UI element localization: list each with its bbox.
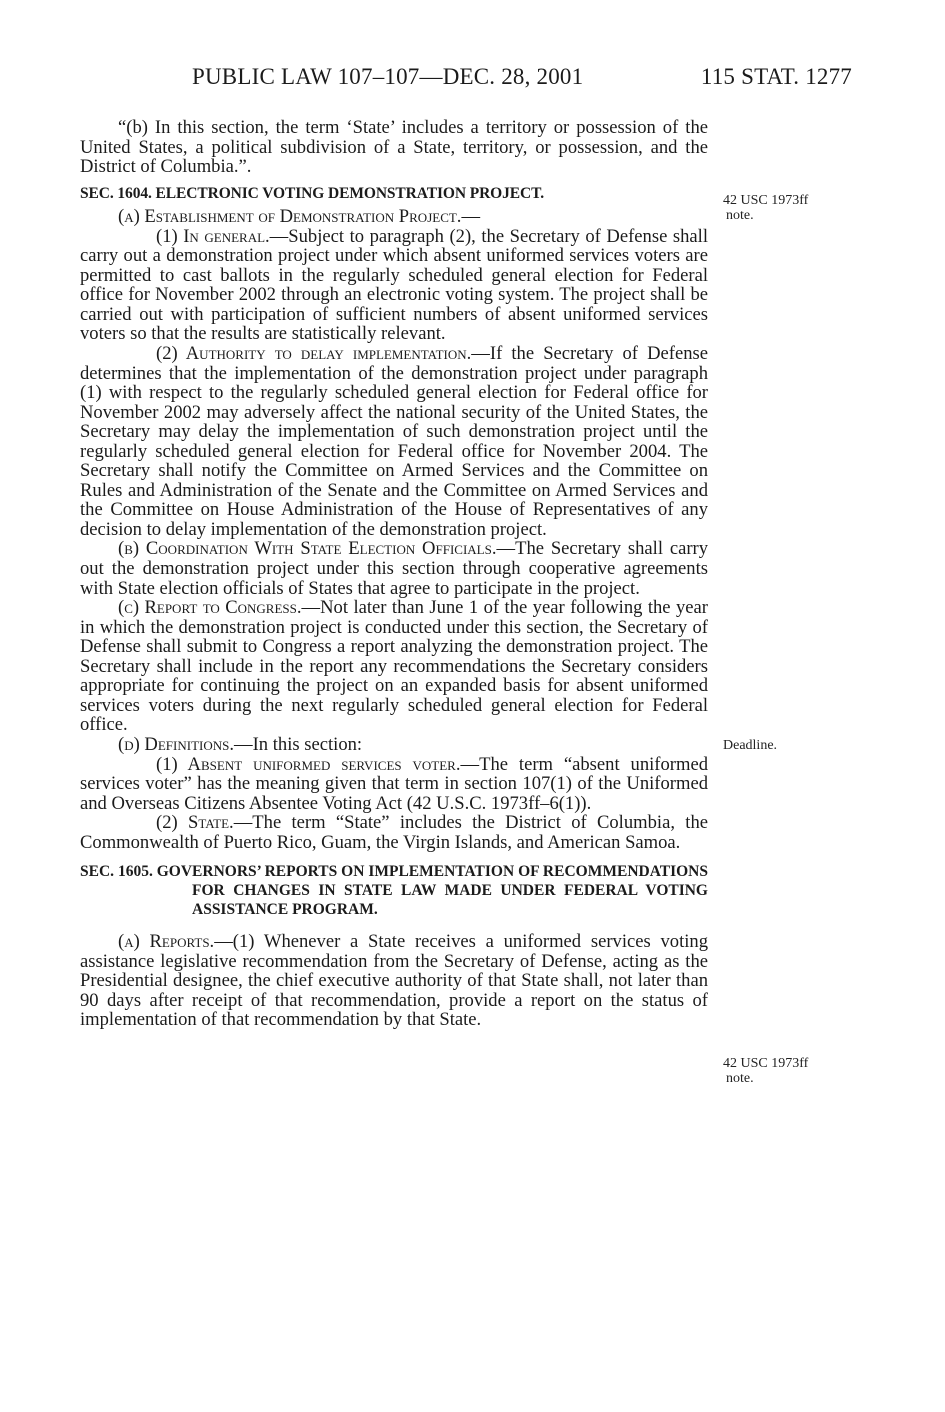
section-1605-subsection-a-label: (a) Reports. bbox=[118, 931, 215, 953]
section-1605-subsection-a bbox=[80, 932, 708, 1030]
paragraph-a2-label: (2) Authority to delay implementation. bbox=[156, 343, 472, 365]
subsection-c-text: —Not later than June 1 of the year following the year in which the demonstration project is conducted under this section, the Secretary of Defense shall submit to Congress a report analyzing the demonstration project. The Secretary shall include in the report any recommendations the Secretary considers appropriate for continuing the project on an expanded basis for absent uniformed services voters during the next regularly scheduled general election for Federal office. bbox=[80, 597, 708, 736]
subsection-a-heading bbox=[80, 207, 708, 227]
paragraph-b-state-definition: “(b) In this section, the term ‘State’ includes a territory or possession of the United States, a political subdivision of a State, territory, or possession, and the District of Columbia.”. bbox=[80, 117, 708, 178]
header-citation: PUBLIC LAW 107–107—DEC. 28, 2001 bbox=[192, 64, 584, 89]
subsection-d bbox=[80, 735, 708, 755]
subsection-c bbox=[80, 598, 708, 735]
margin-note-sec1605 bbox=[723, 1056, 808, 1086]
subsection-b-text: —The Secretary shall carry out the demonstration project under this section through cooperative agreements with State election officials of States that agree to participate in the project. bbox=[80, 538, 708, 599]
paragraph-d1-text: —The term “absent uniformed services voter” has the meaning given that term in section 107(1) of the Uniformed and Overseas Citizens Absentee Voting Act (42 U.S.C. 1973ff–6(1)). bbox=[80, 753, 708, 814]
section-1605-heading: SEC. 1605. GOVERNORS’ REPORTS ON IMPLEMENTATION OF RECOMMENDATIONS FOR CHANGES IN STATE LAW MADE UNDER FEDERAL VOTING ASSISTANCE PROGRAM. bbox=[80, 863, 708, 919]
margin-note-sec1605-note: note. bbox=[726, 1071, 754, 1086]
header-page-number: 115 STAT. 1277 bbox=[700, 64, 852, 89]
paragraph-d2 bbox=[80, 813, 708, 852]
margin-note-sec1605-citation: 42 USC 1973ff bbox=[723, 1056, 809, 1071]
paragraph-a1-text: —Subject to paragraph (2), the Secretary of Defense shall carry out a demonstration project under which absent uniformed services voters are permitted to cast ballots in the regularly scheduled general election for Federal office for November 2002 through an electronic voting system. The project shall be carried out with participation of sufficient numbers of absent uniformed services voters so that the results are statistically relevant. bbox=[80, 225, 708, 345]
paragraph-d1-label: (1) Absent uniformed services voter. bbox=[156, 753, 461, 775]
running-header bbox=[192, 64, 852, 94]
margin-note-sec1604-citation: 42 USC 1973ff bbox=[723, 193, 809, 208]
paragraph-a2-text: —If the Secretary of Defense determines that the implementation of the demonstration project under paragraph (1) with respect to the regularly scheduled general election for Federal office for November 2002 may adversely affect the national security of the United States, the Secretary may delay the implementation of such demonstration project until the regularly scheduled general election for Federal office for November 2004. The Secretary shall notify the Committee on Armed Services and the Committee on Rules and Administration of the Senate and the Committee on Armed Services and the Committee on House Administration of the House of Representatives of any decision to delay implementation of the demonstration project. bbox=[80, 343, 708, 540]
paragraph-a1-label: (1) In general. bbox=[156, 225, 270, 247]
margin-note-sec1604 bbox=[723, 193, 808, 223]
margin-note-deadline: Deadline. bbox=[723, 738, 778, 753]
subsection-b-label: (b) Coordination With State Election Officials. bbox=[118, 538, 497, 560]
statute-body bbox=[80, 118, 708, 1030]
subsection-d-label: (d) Definitions. bbox=[118, 733, 234, 755]
margin-note-sec1604-note: note. bbox=[726, 208, 754, 223]
subsection-a-heading-text: (a) Establishment of Demonstration Project.— bbox=[118, 206, 481, 228]
paragraph-d1 bbox=[80, 755, 708, 814]
paragraph-a1 bbox=[80, 227, 708, 344]
subsection-c-label: (c) Report to Congress. bbox=[118, 597, 302, 619]
paragraph-d2-text: —The term “State” includes the District of Columbia, the Commonwealth of Puerto Rico, Guam, the Virgin Islands, and American Samoa. bbox=[80, 812, 708, 853]
paragraph-d2-label: (2) State. bbox=[156, 812, 234, 834]
paragraph-a2 bbox=[80, 344, 708, 539]
section-1604-heading: SEC. 1604. ELECTRONIC VOTING DEMONSTRATION PROJECT. bbox=[80, 184, 544, 202]
subsection-b bbox=[80, 539, 708, 598]
section-1605-subsection-a-text: —(1) Whenever a State receives a uniformed services voting assistance legislative recommendation from the Secretary of Defense, acting as the Presidential designee, the chief executive authority of that State shall, not later than 90 days after receipt of that recommendation, provide a report on the status of implementation of that recommendation by that State. bbox=[80, 931, 708, 1031]
subsection-d-text: —In this section: bbox=[234, 733, 363, 755]
